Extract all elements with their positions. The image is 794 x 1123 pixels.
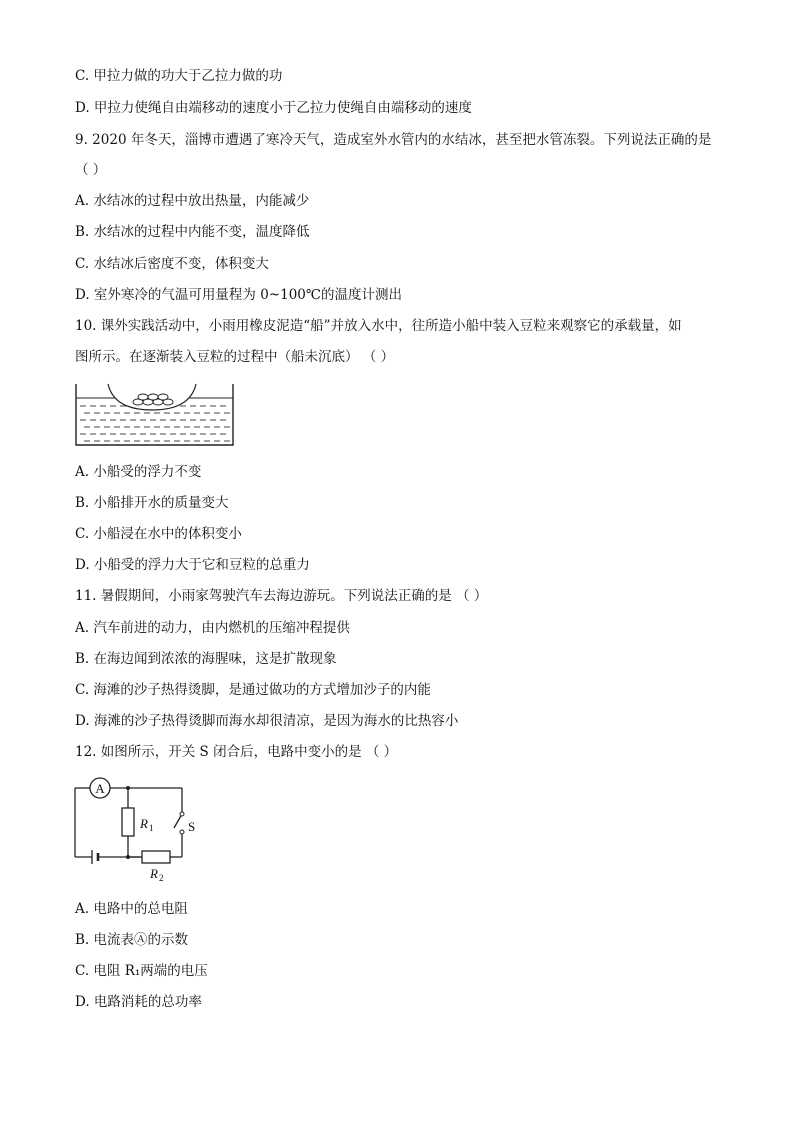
q9-stem-blank: （ ） xyxy=(75,162,107,178)
q10-stem: 10. 课外实践活动中，小雨用橡皮泥造“船”并放入水中，往所造小船中装入豆粒来观察它的承载量，如 xyxy=(75,318,682,334)
q12-option-a: A. 电路中的总电阻 xyxy=(75,901,188,917)
resistor-r2-icon xyxy=(142,851,170,863)
q9-option-d: D. 室外寒冷的气温可用量程为 0~100℃的温度计测出 xyxy=(75,287,402,303)
q8-option-d: D. 甲拉力使绳自由端移动的速度小于乙拉力使绳自由端移动的速度 xyxy=(75,100,472,116)
q11-stem: 11. 暑假期间，小雨家驾驶汽车去海边游玩。下列说法正确的是 （ ） xyxy=(75,588,488,604)
q10-stem-line2: 图所示。在逐渐装入豆粒的过程中（船未沉底） （ ） xyxy=(75,349,395,365)
q10-option-c: C. 小船浸在水中的体积变小 xyxy=(75,526,242,542)
q11-option-d: D. 海滩的沙子热得烫脚而海水却很清凉，是因为海水的比热容小 xyxy=(75,713,459,729)
boat-in-water-figure xyxy=(70,382,240,448)
r2-label: R xyxy=(150,866,158,881)
q10-option-a: A. 小船受的浮力不变 xyxy=(75,464,202,480)
r1-subscript: 1 xyxy=(149,823,154,833)
q12-option-d: D. 电路消耗的总功率 xyxy=(75,994,202,1010)
resistor-r1-icon xyxy=(122,808,134,836)
q10-option-d: D. 小船受的浮力大于它和豆粒的总重力 xyxy=(75,557,310,573)
q9-stem: 9. 2020 年冬天，淄博市遭遇了寒冷天气，造成室外水管内的水结冰，甚至把水管冻裂。下列说法正确的是 xyxy=(75,132,712,148)
q9-option-a: A. 水结冰的过程中放出热量，内能减少 xyxy=(75,193,310,209)
q12-stem: 12. 如图所示，开关 S 闭合后，电路中变小的是 （ ） xyxy=(75,744,398,760)
q9-option-b: B. 水结冰的过程中内能不变，温度降低 xyxy=(75,224,310,240)
q11-option-c: C. 海滩的沙子热得烫脚，是通过做功的方式增加沙子的内能 xyxy=(75,682,431,698)
q9-option-c: C. 水结冰后密度不变，体积变大 xyxy=(75,256,269,272)
q11-option-b: B. 在海边闻到浓浓的海腥味，这是扩散现象 xyxy=(75,651,337,667)
q12-option-c: C. 电阻 R₁两端的电压 xyxy=(75,963,208,979)
r2-subscript: 2 xyxy=(159,873,164,883)
q12-option-b: B. 电流表Ⓐ的示数 xyxy=(75,932,189,948)
q10-option-b: B. 小船排开水的质量变大 xyxy=(75,495,229,511)
r1-label: R xyxy=(140,816,148,831)
switch-label: S xyxy=(188,819,196,834)
ammeter-label: A xyxy=(95,781,105,796)
circuit-diagram xyxy=(70,772,210,887)
q11-option-a: A. 汽车前进的动力，由内燃机的压缩冲程提供 xyxy=(75,620,350,636)
q8-option-c: C. 甲拉力做的功大于乙拉力做的功 xyxy=(75,68,283,84)
